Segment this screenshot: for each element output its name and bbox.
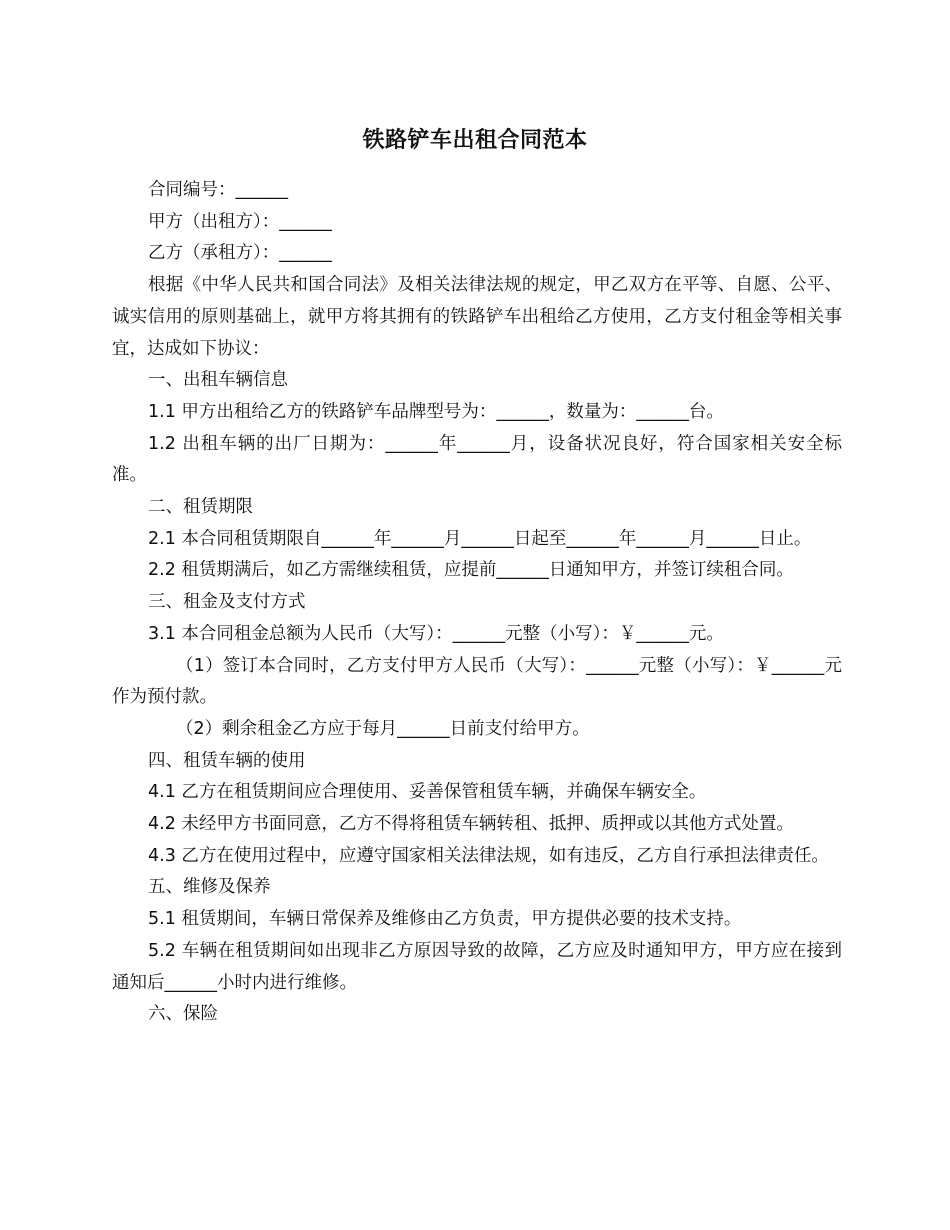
section-heading: 四、租赁车辆的使用 xyxy=(148,750,306,771)
section-heading: 二、租赁期限 xyxy=(148,497,253,518)
clause: 5.2 车辆在租赁期间如出现非乙方原因导致的故障，乙方应及时通知甲方，甲方应在接到通知后______小时内进行维修。 xyxy=(112,940,842,993)
preamble: 根据《中华人民共和国合同法》及相关法律法规的规定，甲乙双方在平等、自愿、公平、诚实信用的原则基础上，就甲方将其拥有的铁路铲车出租给乙方使用，乙方支付租金等相关事宜，达成如下协议： xyxy=(112,275,842,359)
clause: 4.1 乙方在租赁期间应合理使用、妥善保管租赁车辆，并确保车辆安全。 xyxy=(148,782,707,803)
party-b: 乙方（承租方）：______ xyxy=(148,243,332,264)
section-heading: 一、出租车辆信息 xyxy=(148,370,288,391)
clause: 2.2 租赁期满后，如乙方需继续租赁，应提前______日通知甲方，并签订续租合同。 xyxy=(148,560,794,581)
contract-number: 合同编号：______ xyxy=(148,180,288,200)
document-title: 铁路铲车出租合同范本 xyxy=(362,128,588,153)
section-heading: 六、保险 xyxy=(148,1004,218,1025)
document-body xyxy=(112,175,842,1031)
clause: 5.1 租赁期间，车辆日常保养及维修由乙方负责，甲方提供必要的技术支持。 xyxy=(148,909,742,930)
section-heading: 五、维修及保养 xyxy=(148,877,271,898)
section-heading: 三、租金及支付方式 xyxy=(148,592,306,613)
clause: 4.3 乙方在使用过程中，应遵守国家相关法律法规，如有违反，乙方自行承担法律责任。 xyxy=(148,845,829,866)
party-a: 甲方（出租方）：______ xyxy=(148,211,332,232)
clause: 2.1 本合同租赁期限自______年______月______日起至______年______月______日止。 xyxy=(148,528,812,549)
clause: 1.1 甲方出租给乙方的铁路铲车品牌型号为：______，数量为：______台。 xyxy=(148,401,724,422)
clause: 1.2 出租车辆的出厂日期为：______年______月，设备状况良好，符合国家相关安全标准。 xyxy=(112,433,842,486)
clause: 3.1 本合同租金总额为人民币（大写）：______元整（小写）：￥______元。 xyxy=(148,623,724,644)
clause: 4.2 未经甲方书面同意，乙方不得将租赁车辆转租、抵押、质押或以其他方式处置。 xyxy=(148,814,794,835)
sub-clause: （2）剩余租金乙方应于每月______日前支付给甲方。 xyxy=(176,718,590,739)
sub-clause: （1）签订本合同时，乙方支付甲方人民币（大写）：______元整（小写）：￥______元作为预付款。 xyxy=(112,655,842,708)
